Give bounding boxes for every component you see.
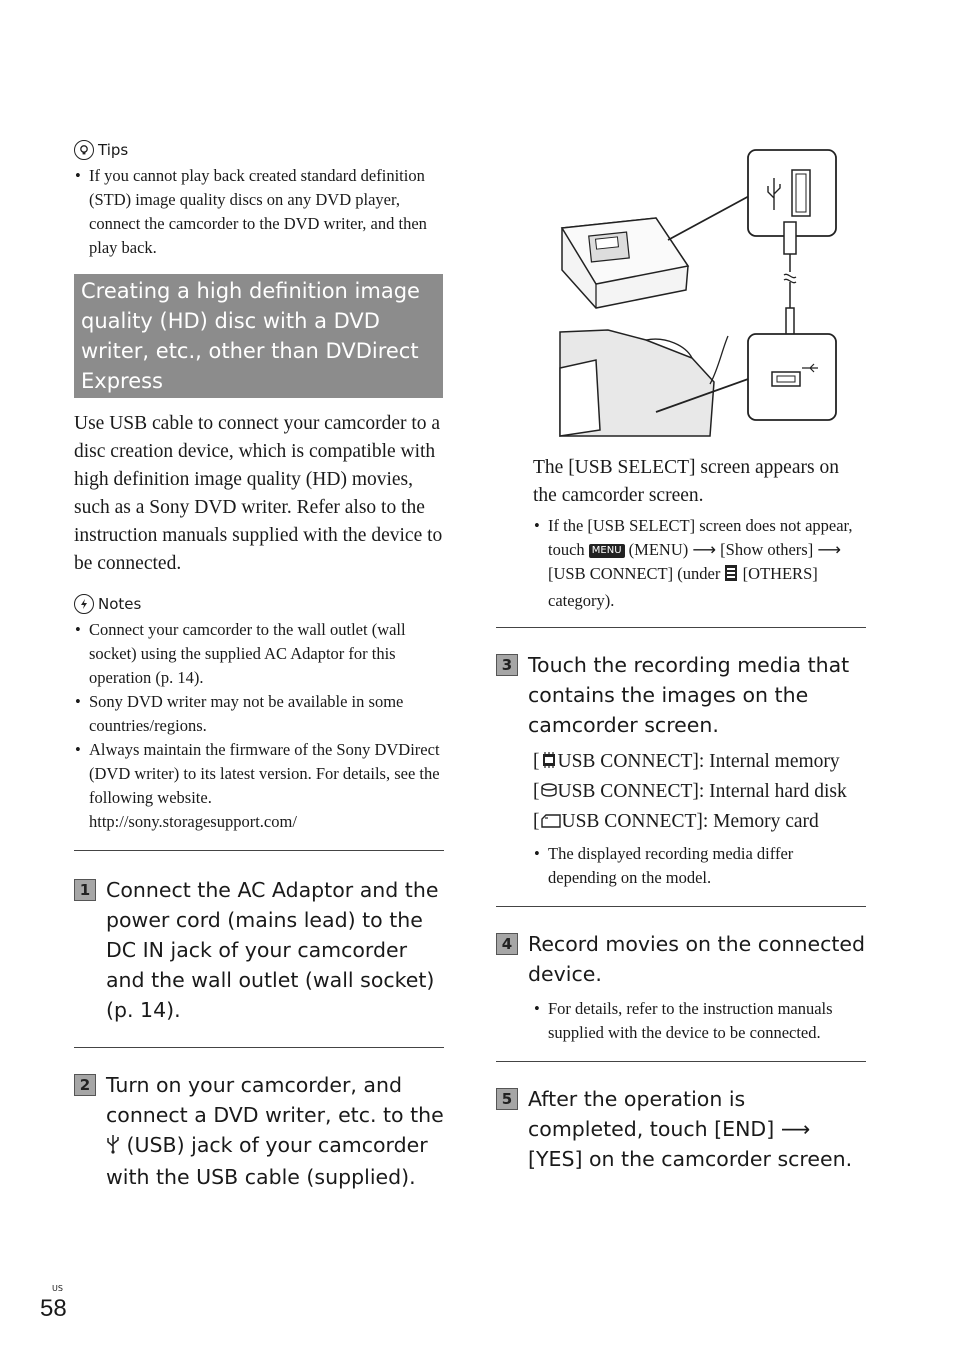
step-5 <box>496 1084 866 1174</box>
page-region: US <box>52 1284 63 1293</box>
arrow-icon: ⟶ <box>817 540 841 559</box>
step-text-part: (USB) jack of your camcorder with the USB cable (supplied). <box>106 1133 428 1189</box>
media-note: • The displayed recording media differ depending on the model. <box>533 842 866 890</box>
step-4 <box>496 929 866 989</box>
internal-memory-icon <box>540 750 558 778</box>
step-text <box>106 1070 444 1192</box>
hard-disk-icon <box>540 780 558 808</box>
media-internal-memory[interactable]: [ USB CONNECT]: Internal memory <box>533 748 866 778</box>
arrow-icon: ⟶ <box>780 1117 811 1141</box>
tips-item: • If you cannot play back created standard definition (STD) image quality discs on any DVD player, connect the camcorder to the DVD writer, and then play back. <box>74 164 444 260</box>
note-text: If the [USB SELECT] screen does not appear, touch <box>548 516 853 559</box>
section-heading: Creating a high definition image quality (HD) disc with a DVD writer, etc., other than DVDirect Express <box>74 274 443 398</box>
memory-card-icon <box>540 810 562 838</box>
left-column <box>74 140 444 1192</box>
step-2 <box>74 1070 444 1192</box>
note-text: (MENU) <box>628 540 689 559</box>
media-notes <box>533 842 866 890</box>
step-text-part: After the operation is completed, touch [END] <box>528 1087 775 1141</box>
note-text: [OTHERS] category). <box>548 564 818 610</box>
step4-notes <box>533 997 866 1045</box>
notes-item: • Connect your camcorder to the wall outlet (wall socket) using the supplied AC Adaptor for this operation (p. 14). <box>74 618 444 690</box>
step-number: 2 <box>74 1074 96 1096</box>
right-column <box>496 140 866 1174</box>
tips-header <box>74 140 444 160</box>
step4-note: • For details, refer to the instruction manuals supplied with the device to be connected. <box>533 997 866 1045</box>
step-text: Touch the recording media that contains the images on the camcorder screen. <box>528 653 850 737</box>
notes-item <box>74 738 444 834</box>
media-options <box>533 748 866 838</box>
menu-icon: MENU <box>589 544 625 558</box>
notes-item-text: Always maintain the firmware of the Sony DVDirect (DVD writer) to its latest version. For details, see the following website. <box>89 740 440 807</box>
divider <box>496 627 866 628</box>
step-3 <box>496 650 866 740</box>
divider <box>496 906 866 907</box>
step-number: 5 <box>496 1088 518 1110</box>
notes-icon <box>74 594 94 614</box>
step-text-part: Turn on your camcorder, and connect a DVD writer, etc. to the <box>106 1073 444 1127</box>
note-text: [USB CONNECT] (under <box>548 564 721 583</box>
usb-select-note <box>533 514 866 613</box>
notes-label: Notes <box>98 595 142 613</box>
step-1 <box>74 875 444 1025</box>
tips-list <box>74 164 444 260</box>
dvd-writer-illustration <box>562 218 688 308</box>
tips-label: Tips <box>98 141 129 159</box>
divider <box>496 1061 866 1062</box>
step-number: 1 <box>74 879 96 901</box>
step-number: 4 <box>496 933 518 955</box>
notes-list <box>74 618 444 834</box>
tips-icon <box>74 140 94 160</box>
notes-header <box>74 594 444 614</box>
divider <box>74 1047 444 1048</box>
step-text: Record movies on the connected device. <box>528 932 866 986</box>
arrow-icon: ⟶ <box>692 540 717 559</box>
step-number: 3 <box>496 654 518 676</box>
support-url[interactable]: http://sony.storagesupport.com/ <box>89 812 297 831</box>
media-memory-card[interactable]: [ USB CONNECT]: Memory card <box>533 808 866 838</box>
others-category-icon <box>724 564 738 589</box>
page-number: 58 <box>40 1295 67 1322</box>
step-text <box>528 1084 866 1174</box>
divider <box>74 850 444 851</box>
usb-icon <box>106 1132 120 1162</box>
note-text: [Show others] <box>720 540 814 559</box>
usb-select-notes <box>533 514 866 613</box>
media-internal-hdd[interactable]: [ USB CONNECT]: Internal hard disk <box>533 778 866 808</box>
notes-item: • Sony DVD writer may not be available in some countries/regions. <box>74 690 444 738</box>
camcorder-illustration <box>560 330 728 436</box>
step-text-part: [YES] on the camcorder screen. <box>528 1147 853 1171</box>
intro-paragraph: Use USB cable to connect your camcorder to a disc creation device, which is compatible with high definition image quality (HD) movies, such as a Sony DVD writer. Refer also to the instruction manuals supplied with the device to be connected. <box>74 413 443 574</box>
connection-diagram <box>496 140 866 440</box>
connection-illustration <box>496 140 866 440</box>
step-text: Connect the AC Adaptor and the power cord (mains lead) to the DC IN jack of your camcorder and the wall outlet (wall socket) (p. 14). <box>106 878 439 1022</box>
usb-select-text: The [USB SELECT] screen appears on the camcorder screen. <box>533 457 839 506</box>
